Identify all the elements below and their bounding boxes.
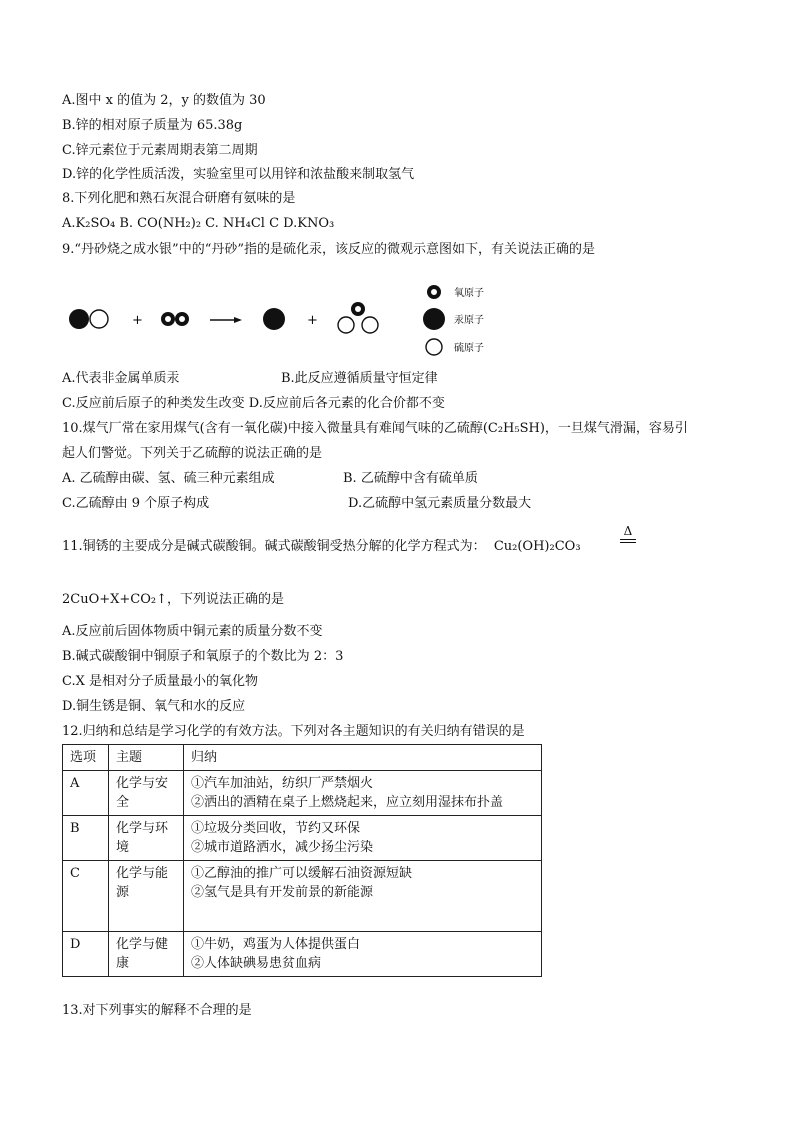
summary-line: ②城市道路洒水，减少扬尘污染 xyxy=(191,840,374,855)
legend-mercury-label: 汞原子 xyxy=(454,315,484,326)
legend-oxygen-label: 氧原子 xyxy=(454,288,484,299)
q11-stem-line2: 2CuO+X+CO₂↑，下列说法正确的是 xyxy=(62,592,284,607)
q11-option-d: D.铜生锈是铜、氧气和水的反应 xyxy=(62,699,246,714)
q9-option-a: A.代表非金属单质汞 xyxy=(62,371,180,386)
q11-option-c: C.X 是相对分子质量最小的氧化物 xyxy=(62,674,259,689)
row-option: B xyxy=(63,816,109,861)
header-summary: 归纳 xyxy=(184,745,542,771)
mercury-atom-icon xyxy=(263,308,285,330)
summary-line: ②人体缺碘易患贫血病 xyxy=(191,956,322,971)
summary-line: ②洒出的酒精在桌子上燃烧起来，应立刻用湿抹布扑盖 xyxy=(191,795,504,810)
q7-option-d: D.锌的化学性质活泼，实验室里可以用锌和浓盐酸来制取氢气 xyxy=(62,167,415,182)
q11-stem-text: 11.铜锈的主要成分是碱式碳酸铜。碱式碳酸铜受热分解的化学方程式为： xyxy=(62,539,486,554)
reaction-arrow-icon xyxy=(210,317,242,323)
q11-stem-line1 xyxy=(62,538,581,556)
plus-sign-1: + xyxy=(132,313,143,328)
q12-table xyxy=(62,744,542,977)
q11-formula: Cu₂(OH)₂CO₃ xyxy=(493,539,581,554)
q11-option-a: A.反应前后固体物质中铜元素的质量分数不变 xyxy=(62,624,323,639)
oxygen-molecule-icon xyxy=(161,312,189,326)
q7-option-c: C.锌元素位于元素周期表第二周期 xyxy=(62,143,258,158)
q10-option-a: A. 乙硫醇由碳、氢、硫三种元素组成 xyxy=(62,471,275,486)
legend-sulfur-label: 硫原子 xyxy=(454,343,484,354)
table-row xyxy=(63,861,542,932)
legend-sulfur-icon xyxy=(426,339,442,355)
q10-option-b: B. 乙硫醇中含有硫单质 xyxy=(343,471,478,486)
summary-line: ①牛奶，鸡蛋为人体提供蛋白 xyxy=(191,937,361,952)
row-option: A xyxy=(63,771,109,816)
table-row xyxy=(63,932,542,977)
row-summary xyxy=(184,816,542,861)
q9-option-cd: C.反应前后原子的种类发生改变 D.反应前后各元素的化合价都不变 xyxy=(62,396,445,411)
row-option: D xyxy=(63,932,109,977)
row-topic: 化学与环境 xyxy=(109,816,184,861)
q10-option-d: D.乙硫醇中氢元素质量分数最大 xyxy=(348,496,532,511)
row-summary xyxy=(184,771,542,816)
summary-line: ①汽车加油站，纺织厂严禁烟火 xyxy=(191,776,374,791)
row-topic: 化学与健康 xyxy=(109,932,184,977)
row-summary xyxy=(184,932,542,977)
summary-line: ②氢气是具有开发前景的新能源 xyxy=(191,885,374,900)
so2-molecule-icon xyxy=(338,302,378,333)
q10-stem-line1: 10.煤气厂常在家用煤气(含有一氧化碳)中接入微量具有难闻气味的乙硫醇(C₂H₅SH)，一旦煤气滑漏，容易引 xyxy=(62,421,688,436)
table-row xyxy=(63,816,542,861)
heat-symbol: Δ xyxy=(623,524,633,538)
plus-sign-2: + xyxy=(307,313,318,328)
q13-stem: 13.对下列事实的解释不合理的是 xyxy=(62,1003,252,1018)
summary-line: ①乙醇油的推广可以缓解石油资源短缺 xyxy=(191,866,413,881)
q8-options: A.K₂SO₄ B. CO(NH₂)₂ C. NH₄Cl C D.KNO₃ xyxy=(62,216,335,231)
table-header-row xyxy=(63,745,542,771)
header-topic: 主题 xyxy=(109,745,184,771)
table-row xyxy=(63,771,542,816)
q12-stem: 12.归纳和总结是学习化学的有效方法。下列对各主题知识的有关归纳有错误的是 xyxy=(62,724,525,739)
row-option: C xyxy=(63,861,109,932)
hgs-molecule-icon xyxy=(69,309,108,329)
q8-stem: 8.下列化肥和熟石灰混合研磨有氨味的是 xyxy=(62,191,296,206)
row-topic: 化学与安全 xyxy=(109,771,184,816)
q7-option-a: A.图中 x 的值为 2，y 的数值为 30 xyxy=(62,93,266,108)
header-option: 选项 xyxy=(63,745,109,771)
legend-oxygen-icon xyxy=(427,285,441,299)
row-summary xyxy=(184,861,542,932)
q10-stem-line2: 起人们警觉。下列关于乙硫醇的说法正确的是 xyxy=(62,446,323,461)
legend-mercury-icon xyxy=(423,308,445,330)
q9-option-b: B.此反应遵循质量守恒定律 xyxy=(281,371,438,386)
q7-option-b: B.锌的相对原子质量为 65.38g xyxy=(62,118,243,133)
q10-option-c: C.乙硫醇由 9 个原子构成 xyxy=(62,496,210,511)
row-topic: 化学与能源 xyxy=(109,861,184,932)
q11-reaction-condition xyxy=(620,524,636,543)
summary-line: ①垃圾分类回收，节约又环保 xyxy=(191,821,361,836)
reaction-diagram xyxy=(62,282,512,360)
q9-stem: 9.“丹砂烧之成水银”中的“丹砂”指的是硫化汞，该反应的微观示意图如下，有关说法正确的是 xyxy=(62,242,595,257)
q11-option-b: B.碱式碳酸铜中铜原子和氧原子的个数比为 2：3 xyxy=(62,649,344,664)
